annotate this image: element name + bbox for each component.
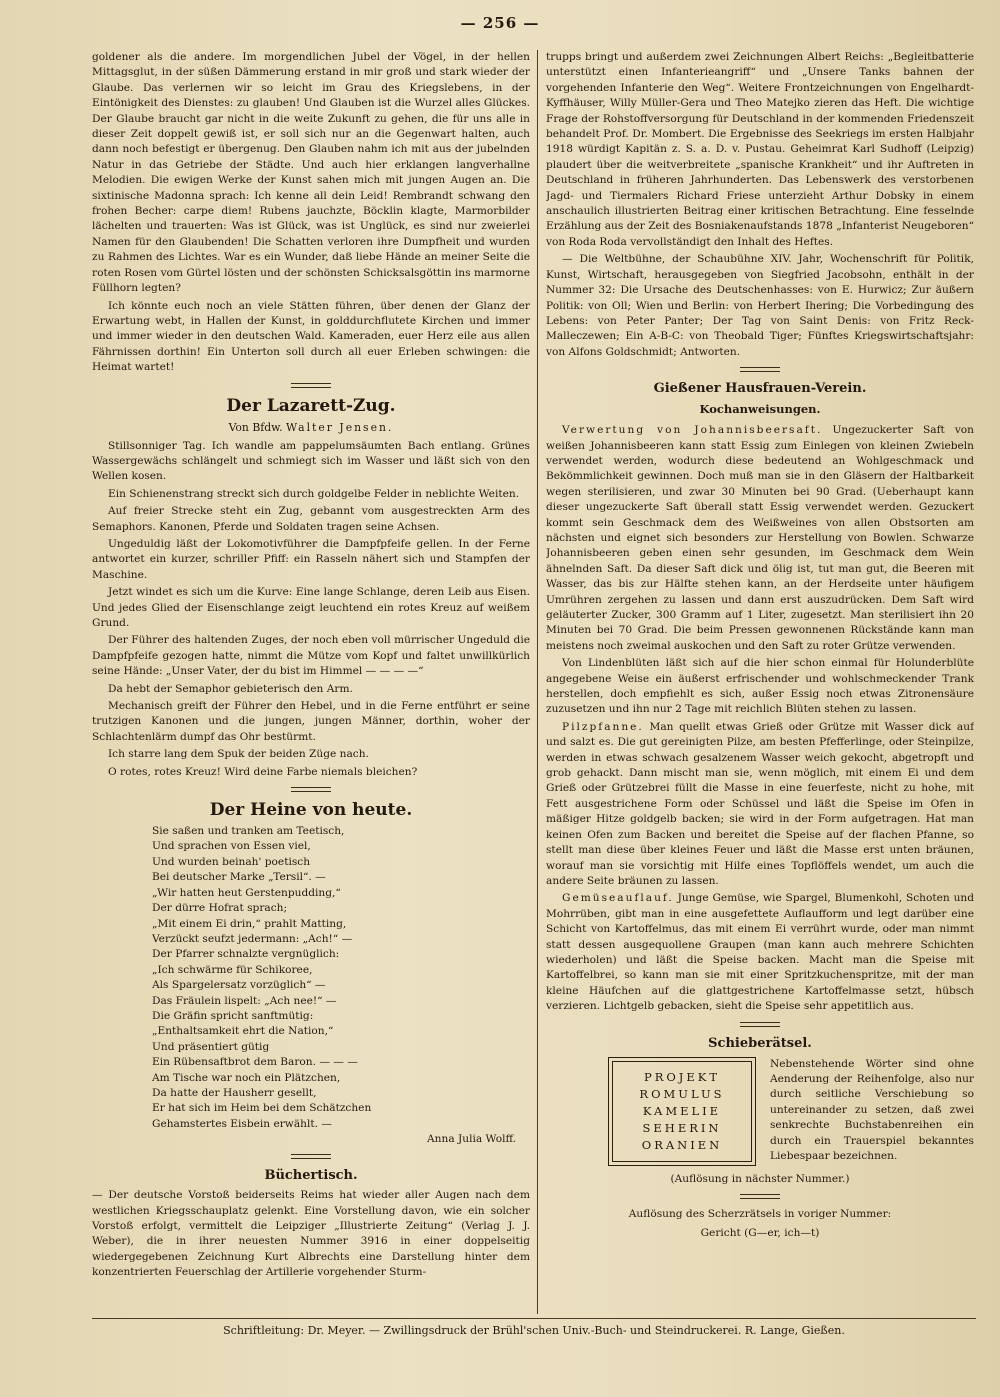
- section-divider: [740, 367, 780, 372]
- book-review-paragraph: — Der deutsche Vorstoß beiderseits Reims hat wieder aller Augen nach dem westlichen Kriegsschauplatz gelenkt. Eine Vorstellung davon, wie ein solcher Vorstoß erfolgt, vermittelt die Leipziger „Illustrierte Zeitung“ (Verlag J. J. Weber), die in ihrer neuesten Nummer 3916 in einer doppelseitig wiedergegebenen Zeichnung Kurt Albrechts eine Darstellung hinter dem konzentrierten Feuerschlag der Artillerie vorgehender Sturm-: [92, 1189, 530, 1279]
- article-paragraph: Jetzt windet es sich um die Kurve: Eine lange Schlange, deren Leib aus Eisen. Und jedes Glied der Eisenschlange zeigt leuchtend ein rotes Kreuz auf weißem Grund.: [92, 586, 530, 629]
- previous-solution-label: Auflösung des Scherzrätsels in voriger Nummer:: [628, 1207, 892, 1220]
- poem-line: Das Fräulein lispelt: „Ach nee!“ —: [152, 994, 337, 1007]
- poem-line: Die Gräfin spricht sanftmütig:: [152, 1009, 314, 1022]
- left-column: [92, 50, 530, 1318]
- article-paragraph: Ein Schienenstrang streckt sich durch goldgelbe Felder in neblichte Weiten.: [108, 487, 520, 500]
- section-divider: [291, 787, 331, 792]
- poem-line: Gehamstertes Eisbein erwählt. —: [152, 1117, 332, 1130]
- page-number: — 256 —: [460, 14, 540, 32]
- poem-line: „Mit einem Ei drin,“ prahlt Matting,: [152, 917, 347, 930]
- section-buechertisch: [92, 1167, 530, 1280]
- poem-line: Als Spargelersatz vorzüglich“ —: [152, 979, 326, 992]
- recipe-heading: Verwertung von Johannisbeersaft.: [562, 424, 823, 437]
- puzzle-word: SEHERIN: [642, 1120, 722, 1135]
- poem-line: Der Pfarrer schnalzte vergnüglich:: [152, 948, 340, 961]
- section-title: Gießener Hausfrauen-Verein.: [653, 381, 867, 397]
- right-column: [546, 50, 974, 1318]
- previous-solution: Gericht (G—er, ich—t): [700, 1226, 820, 1239]
- recipe-text: Junge Gemüse, wie Spargel, Blumenkohl, Schoten und Mohrrüben, gibt man in eine ausgefettete Auflaufform und legt darüber eine Schicht von Kartoffelmus, das mit einem Ei verrührt wurde, oder man nimmt statt dessen ausgequollene Graupen (man kann auch mehrere Schichten wiederholen) und läßt die Speise backen. Macht man die Speise mit Kartoffelbrei, so kann man sie mit einer Spritzkuchenspritze, mit der man kleine Häufchen auf die glattgestrichene Kartoffelmasse setzt, hübsch verzieren. Lichtgelb gebacken, sieht die Speise sehr appetitlich aus.: [546, 892, 974, 1013]
- section-hausfrauen-verein: [546, 380, 974, 1014]
- poem-body: [152, 824, 530, 1132]
- recipe-johannisbeersaft: [546, 423, 974, 654]
- poem-title: Der Heine von heute.: [209, 800, 413, 821]
- recipe-text: Ungezuckerter Saft von weißen Johannisbeeren kann statt Essig zum Einlegen von kleinen Zwiebeln verwendet werden, wodurch diese bedeutend an Wohlgeschmack und Bekömmlichkeit gewinnen. Doch muß man sie in den Gläsern der Haltbarkeit wegen sterilisieren, und zwar 30 Minuten bei 90 Grad. (Ueberhaupt kann dieser ungezuckerte Saft überall statt Essig verwendet werden. Gezuckert kommt sein Geschmack dem des Weißweines von allen Obstsorten am nächsten und eignet sich besonders zur Herstellung von Bowlen. Schwarze Johannisbeeren geben einen sehr gesunden, im Geschmack dem Wein ähnelnden Saft. Da dieser Saft dick und ölig ist, tut man gut, die Beeren mit Wasser, das bis zur Hälfte stehen kann, an der Herdseite unter häufigem Umrühren zergehen zu lassen und dann erst auszudrücken. Dem Saft wird geläuterter Zucker, 300 Gramm auf 1 Liter, zugesetzt. Man sterilisiert ihn 20 Minuten bei 70 Grad. Die beim Pressen gewonnenen Rückstände kann man meistens noch zweimal auskochen und den Saft zu roter Grütze verwenden.: [546, 424, 974, 652]
- footer-rule: [92, 1318, 976, 1319]
- book-review-continuation: trupps bringt und außerdem zwei Zeichnungen Albert Reichs: „Begleitbatterie unterstützt einen Infanterieangriff“ und „Unsere Tanks bahnen der vorgehenden Infanterie den Weg“. Weitere Frontzeichnungen von Engelhardt-Kyffhäuser, Willy Müller-Gera und Theo Matejko zieren das Heft. Die wichtige Frage der Rohstoffversorgung für Deutschland in der kommenden Friedenszeit behandelt Prof. Dr. Mombert. Die Ergebnisse des Seekriegs im ersten Halbjahr 1918 würdigt Kapitän z. S. a. D. v. Pustau. Geheimrat Karl Sudhoff (Leipzig) plaudert über die weitverbreitete „spanische Krankheit“ und ihr Auftreten in Deutschland in früheren Jahrhunderten. Das Lebenswerk des verstorbenen Jagd- und Tiermalers Richard Friese unterzieht Arthur Dobsky in einem anschaulich illustrierten Beitrag einer kritischen Betrachtung. Eine fesselnde Erzählung aus der Zeit des Bosniakenaufstands 1878 „Infanterist Neugeboren“ von Roda Roda vervollständigt den Inhalt des Heftes.: [546, 51, 974, 248]
- column-divider: [537, 50, 538, 1314]
- poem-line: Sie saßen und tranken am Teetisch,: [152, 825, 345, 838]
- poem-line: Verzückt seufzt jedermann: „Ach!“ —: [152, 932, 353, 945]
- section-divider: [291, 1154, 331, 1159]
- poem-line: Und sprachen von Essen viel,: [152, 840, 311, 853]
- section-subtitle: Kochanweisungen.: [699, 402, 821, 417]
- essay-continuation-paragraph: goldener als die andere. Im morgendlichen Jubel der Vögel, in der hellen Mittagsglut, in der süßen Dämmerung erstand in mir groß und stark wieder der Glaube. Das verlernen wir so leicht im Grau des Kriegslebens, in der Eintönigkeit des Dienstes: zu glauben! Und Glauben ist die Wurzel alles Glückes. Der Glaube braucht gar nicht in die weite Zukunft zu gehen, die für uns alle in dieser Zeit doppelt gewiß ist, er soll sich nur an die Gegenwart halten, auch dann noch befestigt er übergenug. Den Glauben nahm ich mit aus der jubelnden Natur in das Getriebe der Städte. Und auch hier erklangen langverhallne Melodien. Die ewigen Werke der Kunst sahen mich mit jungen Augen an. Die sixtinische Madonna sprach: Ich kenne all dein Leid! Rembrandt schwang den frohen Becher: carpe diem! Rubens jauchzte, Böcklin klagte, Marmorbilder lächelten und trauerten: Was ist Glück, was ist Unglück, es sind nur zweierlei Namen für den Glaubenden! Die Schatten verloren ihre Dumpfheit und wurden zu Rahmen des Lichtes. War es ein Wunder, daß liebe Hände an meiner Seite die roten Rosen vom Gürtel lösten und der schönsten Schicksalsgöttin ins marmorne Füllhorn legten?: [92, 51, 530, 295]
- puzzle-title: Schieberätsel.: [708, 1035, 812, 1051]
- article-closing-line: O rotes, rotes Kreuz! Wird deine Farbe niemals bleichen?: [108, 765, 418, 778]
- byline: [92, 420, 530, 435]
- poem-signature: Anna Julia Wolff.: [427, 1133, 516, 1146]
- article-paragraph: Mechanisch greift der Führer den Hebel, und in die Ferne entführt er seine trutzigen Kanonen und die jungen, jungen Männer, dorthin, woher der Schlachtenlärm dumpf das Ohr bestürmt.: [92, 700, 530, 743]
- recipe-pilzpfanne: [546, 720, 974, 889]
- article-paragraph: Da hebt der Semaphor gebieterisch den Arm.: [108, 682, 353, 695]
- essay-closing-paragraph: Ich könnte euch noch an viele Stätten führen, über denen der Glanz der Erwartung webt, in Hallen der Kunst, in golddurchflutete Kirchen und immer und immer wieder in den deutschen Wald. Kameraden, euer Herz eile aus allen Fährnissen dorthin! Ein Unterton soll durch all euer Erleben schwingen: die Heimat wartet!: [92, 299, 530, 374]
- poem-line: „Enthaltsamkeit ehrt die Nation,“: [152, 1025, 334, 1038]
- poem-line: Ein Rübensaftbrot dem Baron. — — —: [152, 1056, 358, 1069]
- article-lazarett-zug: [92, 396, 530, 781]
- weltbuehne-paragraph: — Die Weltbühne, der Schaubühne XIV. Jahr, Wochenschrift für Politik, Kunst, Wirtschaft, herausgegeben von Siegfried Jacobsohn, enthält in der Nummer 32: Die Ursache des Deutschenhasses: von E. Hurwicz; Zur äußern Politik: von Oll; Wien und Berlin: von Herbert Ihering; Die Vorbedingung des Lebens: von Peter Panter; Der Tag von Saint Denis: von Fritz Reck-Malleczewen; Ein A-B-C: von Theobald Tiger; Fünftes Kriegswirtschaftsjahr: von Alfons Goldschmidt; Antworten.: [546, 253, 974, 358]
- section-schieberaetsel: [546, 1035, 974, 1241]
- imprint-footer: Schriftleitung: Dr. Meyer. — Zwillingsdruck der Brühl'schen Univ.-Buch- und Steindruckerei. R. Lange, Gießen.: [223, 1324, 845, 1337]
- section-divider: [291, 383, 331, 388]
- recipe-lindenblueten: Von Lindenblüten läßt sich auf die hier schon einmal für Holunderblüte angegebene Weise ein äußerst erfrischender und wohlschmeckender Trank herstellen, doch empfiehlt es sich, außer Essig noch etwas Zitronensäure zuzusetzen und ihn nur 2 Tage mit reichlich Blüten stehen zu lassen.: [546, 657, 974, 716]
- poem-line: Bei deutscher Marke „Tersil“. —: [152, 871, 326, 884]
- section-divider: [740, 1022, 780, 1027]
- poem-line: Er hat sich im Heim bei dem Schätzchen: [152, 1102, 372, 1115]
- poem-line: Der dürre Hofrat sprach;: [152, 902, 288, 915]
- article-paragraph: Der Führer des haltenden Zuges, der noch eben voll mürrischer Ungeduld die Dampfpfeife gezogen hatte, nimmt die Mütze vom Kopf und faltet unwillkürlich seine Hände: „Unser Vater, der du bist im Himmel — — — —“: [92, 634, 530, 678]
- puzzle-solution-note: (Auflösung in nächster Nummer.): [670, 1172, 850, 1185]
- puzzle-word: PROJEKT: [643, 1069, 721, 1084]
- recipe-heading: Pilzpfanne.: [562, 720, 644, 733]
- article-paragraph: Auf freier Strecke steht ein Zug, gebannt vom ausgestreckten Arm des Semaphors. Kanonen, Pferde und Soldaten tragen seine Achsen.: [92, 505, 530, 533]
- author-name: Walter Jensen.: [286, 420, 394, 434]
- puzzle-block: [546, 1057, 974, 1166]
- byline-prefix: Von Bfdw.: [228, 420, 283, 434]
- recipe-gemueseauflauf: [546, 891, 974, 1014]
- poem-line: Und präsentiert gütig: [152, 1040, 270, 1053]
- poem-line: Da hatte der Hausherr gesellt,: [152, 1086, 317, 1099]
- article-paragraph: Ungeduldig läßt der Lokomotivführer die Dampfpfeife gellen. In der Ferne antwortet ein kurzer, schriller Pfiff: ein Rasseln nähert sich und Stampfen der Maschine.: [92, 537, 530, 581]
- puzzle-instructions: Nebenstehende Wörter sind ohne Aenderung der Reihenfolge, also nur durch seitliche Verschiebung so untereinander zu setzen, daß zwei senkrechte Buchstabenreihen ein durch ein Trauerspiel bekanntes Liebespaar bezeichnen.: [770, 1057, 974, 1162]
- section-title: Büchertisch.: [264, 1168, 358, 1184]
- article-paragraph: Stillsonniger Tag. Ich wandle am pappelumsäumten Bach entlang. Grünes Wassergewächs schlängelt und schmiegt sich im Wasser und läßt sich von den Wellen kosen.: [92, 439, 530, 483]
- puzzle-word: ROMULUS: [639, 1086, 725, 1101]
- puzzle-word: KAMELIE: [642, 1103, 722, 1118]
- article-title: Der Lazarett-Zug.: [226, 395, 396, 416]
- poem-heine-von-heute: [92, 800, 530, 1147]
- recipe-heading: Gemüseauflauf.: [562, 892, 674, 905]
- article-paragraph: Ich starre lang dem Spuk der beiden Züge nach.: [108, 748, 369, 761]
- poem-line: Und wurden beinah' poetisch: [152, 855, 311, 868]
- puzzle-word-box: [608, 1057, 756, 1166]
- recipe-text: Man quellt etwas Grieß oder Grütze mit Wasser dick auf und salzt es. Die gut gereinigten Pilze, am besten Pfefferlinge, oder Steinpilze, werden in etwas schwach gesalzenem Wasser weich gekocht, abgetropft und grob gehackt. Dann mischt man sie, wenn möglich, mit einem Ei und dem Grieß oder Grützebrei füllt die Masse in eine feuerfeste, nicht zu hohe, mit Fett ausgestrichene Form oder Schüssel und läßt die Speise im Ofen in mäßiger Hitze goldgelb backen; sie wird in der Form aufgetragen. Hat man keinen Ofen zum Backen und bereitet die Speise auf der flachen Pfanne, so stellt man diese über kleines Feuer und läßt die Masse erst unten bräunen, worauf man sie vorsichtig mit Hilfe eines Topflöffels wendet, um auch die andere Seite bräunen zu lassen.: [546, 720, 974, 887]
- puzzle-word: ORANIEN: [641, 1137, 723, 1152]
- poem-line: „Ich schwärme für Schikoree,: [152, 963, 313, 976]
- poem-line: „Wir hatten heut Gerstenpudding,“: [152, 886, 341, 899]
- section-divider: [740, 1194, 780, 1199]
- poem-line: Am Tische war noch ein Plätzchen,: [152, 1071, 341, 1084]
